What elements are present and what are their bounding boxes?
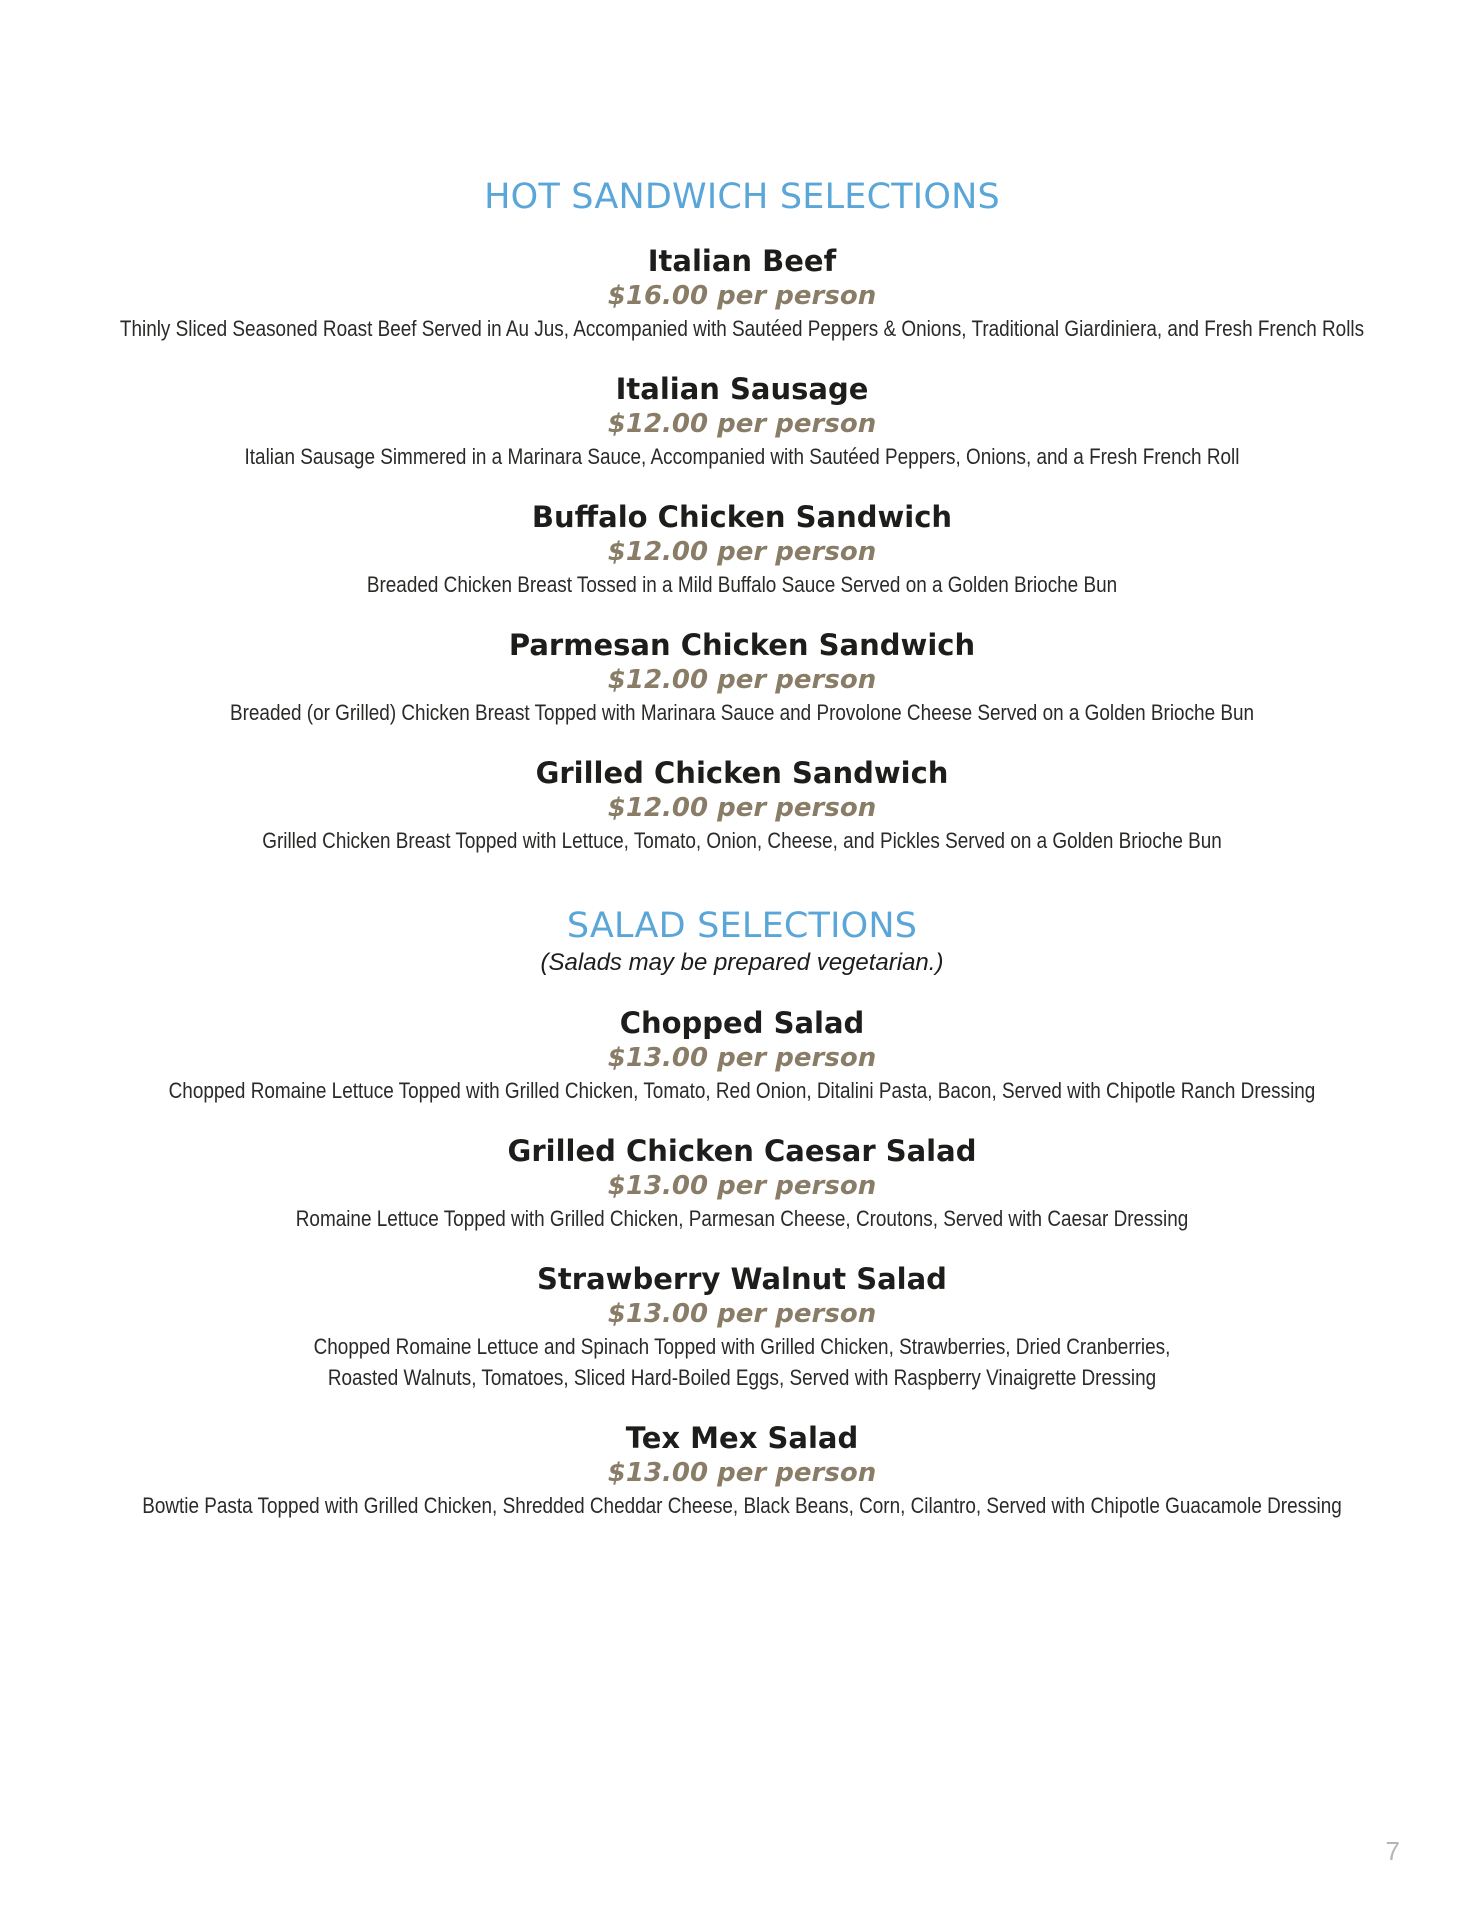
- item-price: $13.00 per person: [607, 1458, 877, 1488]
- item-name: Italian Beef: [647, 244, 837, 278]
- item-name: Buffalo Chicken Sandwich: [531, 500, 953, 534]
- item-description: Thinly Sliced Seasoned Roast Beef Served in Au Jus, Accompanied with Sautéed Peppers & Onions, Traditional Giardiniera, and Fresh French Rolls: [119, 316, 1365, 341]
- section-title-salads: SALAD SELECTIONS: [566, 906, 918, 946]
- item-price: $16.00 per person: [607, 281, 877, 311]
- item-description: Chopped Romaine Lettuce Topped with Grilled Chicken, Tomato, Red Onion, Ditalini Pasta, Bacon, Served with Chipotle Ranch Dressing: [168, 1078, 1316, 1103]
- item-price: $13.00 per person: [607, 1043, 877, 1073]
- item-name: Tex Mex Salad: [625, 1421, 859, 1455]
- item-price: $12.00 per person: [607, 537, 877, 567]
- menu-item-chopped-salad: [0, 1005, 1484, 1106]
- menu-item-tex-mex-salad: [0, 1420, 1484, 1521]
- menu-item-italian-sausage: [0, 371, 1484, 472]
- menu-item-italian-beef: [0, 243, 1484, 344]
- menu-item-grilled-chicken-sandwich: [0, 755, 1484, 856]
- section-title-hot-sandwiches: HOT SANDWICH SELECTIONS: [484, 177, 1000, 217]
- item-name: Italian Sausage: [615, 372, 869, 406]
- menu-item-strawberry-walnut-salad: [0, 1261, 1484, 1393]
- section-note-salads: (Salads may be prepared vegetarian.): [540, 949, 944, 976]
- item-price: $12.00 per person: [607, 409, 877, 439]
- item-name: Parmesan Chicken Sandwich: [508, 628, 976, 662]
- item-name: Grilled Chicken Sandwich: [535, 756, 949, 790]
- page-number: 7: [1385, 1836, 1400, 1866]
- item-name: Strawberry Walnut Salad: [537, 1262, 947, 1296]
- item-price: $12.00 per person: [607, 793, 877, 823]
- menu-item-grilled-chicken-caesar-salad: [0, 1133, 1484, 1234]
- item-name: Grilled Chicken Caesar Salad: [507, 1134, 977, 1168]
- item-description: Breaded (or Grilled) Chicken Breast Topped with Marinara Sauce and Provolone Cheese Served on a Golden Brioche Bun: [229, 700, 1255, 725]
- item-price: $12.00 per person: [607, 665, 877, 695]
- menu-item-parmesan-chicken-sandwich: [0, 627, 1484, 728]
- item-description: Chopped Romaine Lettuce and Spinach Topped with Grilled Chicken, Strawberries, Dried Cranberries,: [313, 1334, 1171, 1359]
- item-name: Chopped Salad: [619, 1006, 865, 1040]
- item-description: Italian Sausage Simmered in a Marinara Sauce, Accompanied with Sautéed Peppers, Onions, and a Fresh French Roll: [244, 444, 1240, 469]
- item-price: $13.00 per person: [607, 1171, 877, 1201]
- item-price: $13.00 per person: [607, 1299, 877, 1329]
- item-description: Romaine Lettuce Topped with Grilled Chicken, Parmesan Cheese, Croutons, Served with Caesar Dressing: [295, 1206, 1189, 1231]
- item-description: Grilled Chicken Breast Topped with Lettuce, Tomato, Onion, Cheese, and Pickles Served on a Golden Brioche Bun: [262, 828, 1222, 853]
- item-description: Breaded Chicken Breast Tossed in a Mild Buffalo Sauce Served on a Golden Brioche Bun: [366, 572, 1118, 597]
- item-description: Roasted Walnuts, Tomatoes, Sliced Hard-Boiled Eggs, Served with Raspberry Vinaigrette Dressing: [327, 1365, 1157, 1390]
- item-description: Bowtie Pasta Topped with Grilled Chicken, Shredded Cheddar Cheese, Black Beans, Corn, Cilantro, Served with Chipotle Guacamole Dressing: [142, 1493, 1342, 1518]
- menu-item-buffalo-chicken-sandwich: [0, 499, 1484, 600]
